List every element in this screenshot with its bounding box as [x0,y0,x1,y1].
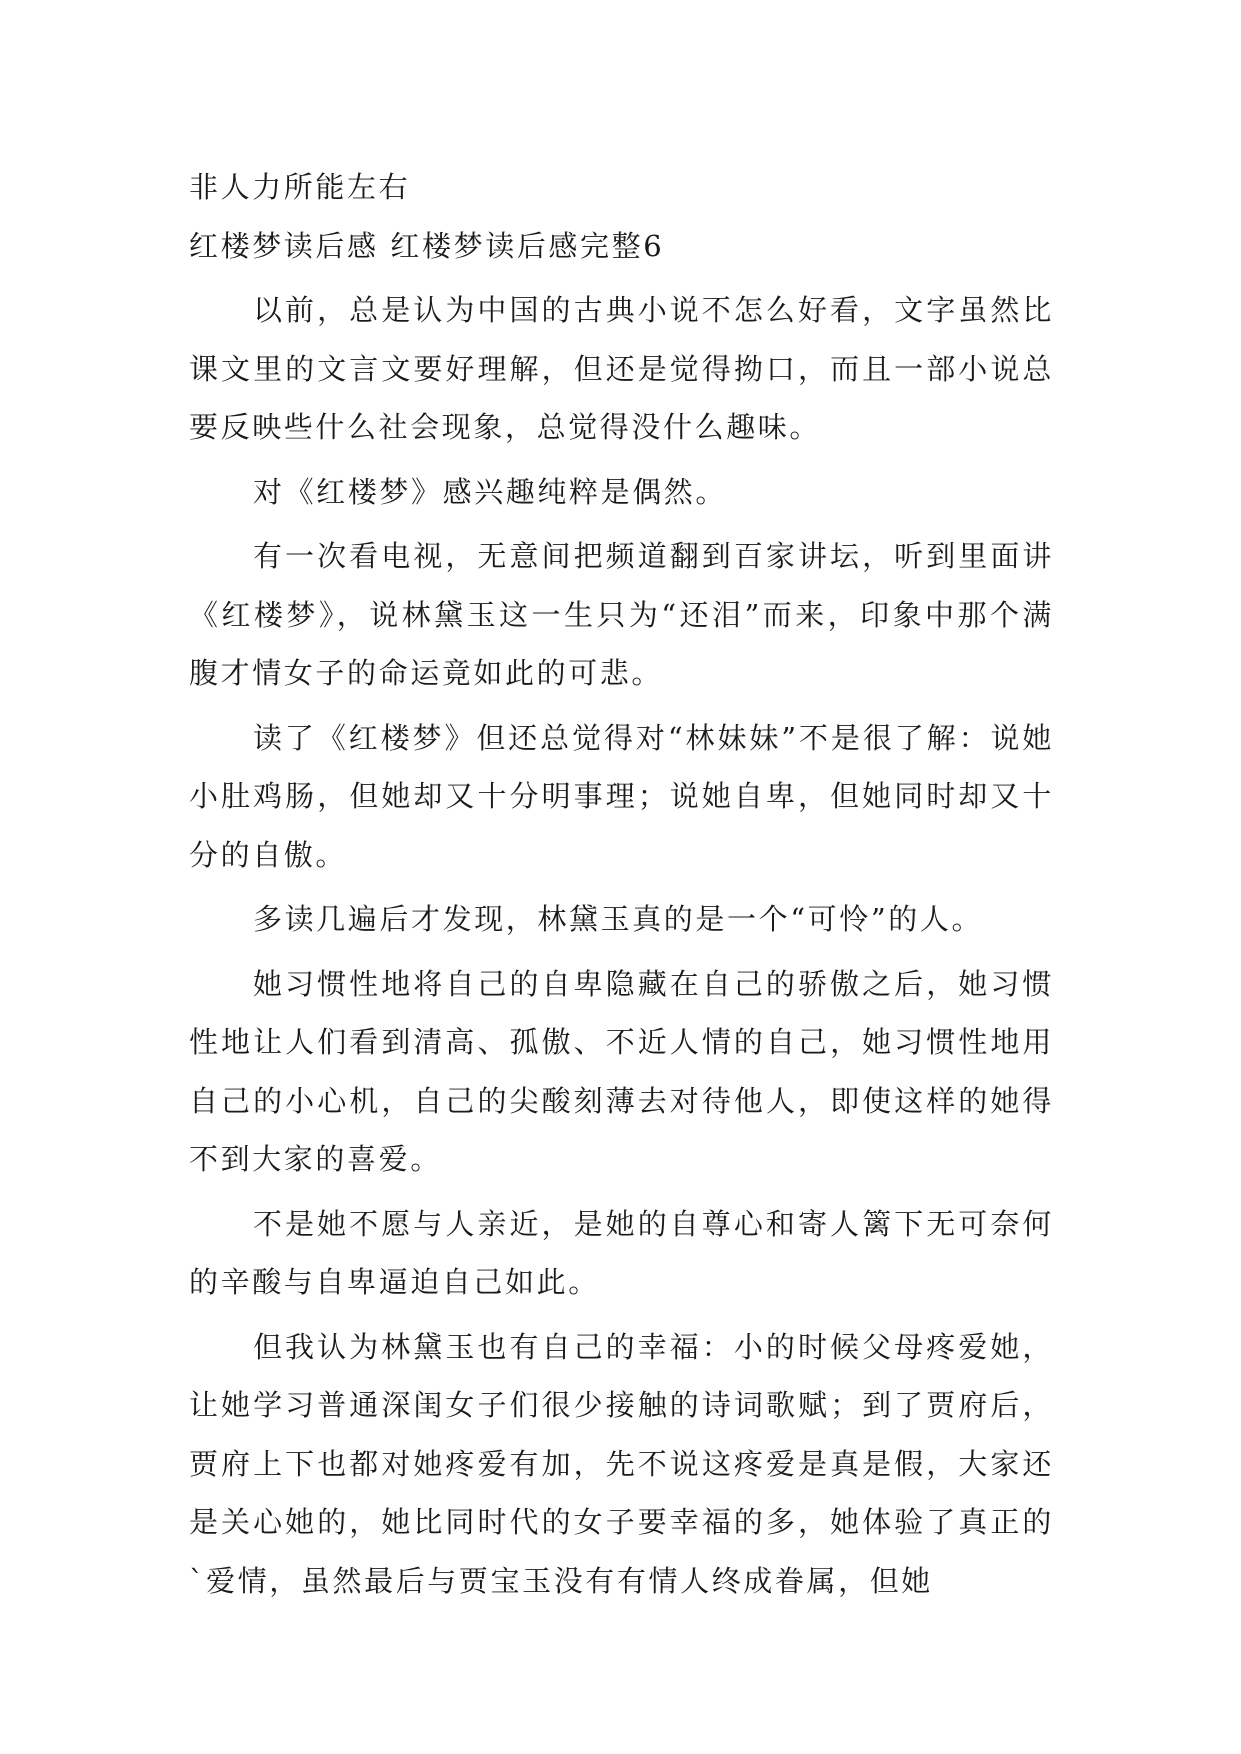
paragraph: 以前，总是认为中国的古典小说不怎么好看，文字虽然比课文里的文言文要好理解，但还是觉得拗口，而且一部小说总要反映些什么社会现象，总觉得没什么趣味。 [189,293,1054,444]
paragraph: 对《红楼梦》感兴趣纯粹是偶然。 [253,474,728,509]
top-fragment: 非人力所能左右 [189,170,411,204]
document-body [189,158,1054,1610]
paragraph: 但我认为林黛玉也有自己的幸福：小的时候父母疼爱她，让她学习普通深闺女子们很少接触的诗词歌赋；到了贾府后，贾府上下也都对她疼爱有加，先不说这疼爱是真是假，大家还是关心她的，她比同时代的女子要幸福的多，她体验了真正的`爱情，虽然最后与贾宝玉没有有情人终成眷属，但她 [189,1329,1054,1598]
document-heading: 红楼梦读后感 红楼梦读后感完整6 [189,228,665,263]
paragraph: 有一次看电视，无意间把频道翻到百家讲坛，听到里面讲《红楼梦》，说林黛玉这一生只为“还泪”而来，印象中那个满腹才情女子的命运竟如此的可悲。 [189,539,1054,690]
paragraph: 多读几遍后才发现，林黛玉真的是一个“可怜”的人。 [253,902,984,936]
paragraph: 读了《红楼梦》但还总觉得对“林妹妹”不是很了解：说她小肚鸡肠，但她却又十分明事理；说她自卑，但她同时却又十分的自傲。 [189,720,1054,872]
paragraph: 不是她不愿与人亲近，是她的自尊心和寄人篱下无可奈何的辛酸与自卑逼迫自己如此。 [189,1206,1054,1299]
paragraph: 她习惯性地将自己的自卑隐藏在自己的骄傲之后，她习惯性地让人们看到清高、孤傲、不近人情的自己，她习惯性地用自己的小心机，自己的尖酸刻薄去对待他人，即使这样的她得不到大家的喜爱。 [189,966,1054,1176]
